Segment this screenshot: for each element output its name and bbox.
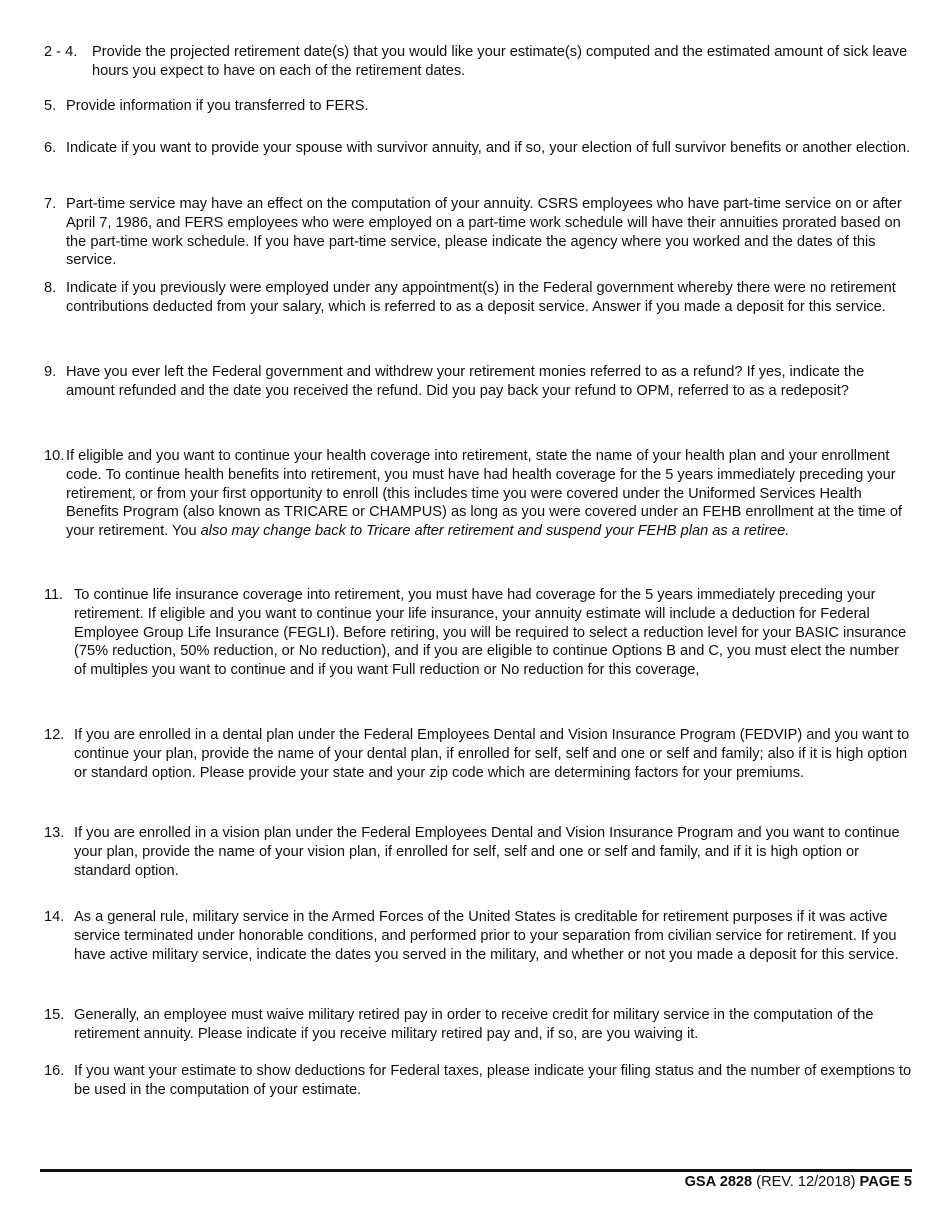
instruction-item-11 [44,586,912,680]
item-number: 13. [44,825,65,841]
item-number: 7. [44,196,57,212]
item-text: Provide information if you transferred to FERS. [66,98,369,114]
instruction-item-2-4 [44,43,912,81]
item-number: 6. [44,140,57,156]
item-number: 10. [44,448,65,464]
page-number: PAGE 5 [859,1174,912,1190]
item-text: Have you ever left the Federal government and withdrew your retirement monies referred to as a refund? If yes, indicate the amount refunded and the date you received the refund. Did you pay back your refund to OPM, referred to as a redeposit? [66,364,865,399]
item-number: 2 - 4. [44,44,78,60]
form-number: GSA 2828 [684,1174,753,1190]
instruction-item-7 [44,195,912,270]
item-number: 16. [44,1063,65,1079]
item-text: Indicate if you previously were employed under any appointment(s) in the Federal government whereby there were no retirement contributions deducted from your salary, which is referred to as a deposit service. Answer if you made a deposit for this service. [66,280,896,315]
instruction-item-5 [44,97,912,116]
instruction-item-16 [44,1062,912,1100]
form-revision: (REV. 12/2018) [756,1174,856,1190]
item-text: Provide the projected retirement date(s) that you would like your estimate(s) computed and the estimated amount of sick leave hours you expect to have on each of the retirement dates. [92,44,908,79]
item-text: Generally, an employee must waive military retired pay in order to receive credit for military service in the computation of the retirement annuity. Please indicate if you receive military retired pay and, if so, are you waiving it. [74,1007,874,1042]
instruction-item-8 [44,279,912,317]
footer-divider [40,1169,912,1172]
item-number: 14. [44,909,65,925]
instruction-item-6 [44,139,912,158]
item-number: 11. [44,587,64,603]
item-text-italic: also may change back to Tricare after retirement and suspend your FEHB plan as a retiree. [200,523,790,540]
instruction-item-13 [44,824,912,880]
item-text: Indicate if you want to provide your spouse with survivor annuity, and if so, your election of full survivor benefits or another election. [66,140,911,156]
item-text-regular: If eligible and you want to continue your health coverage into retirement, state the name of your health plan and your enrollment code. To continue health benefits into retirement, you must have had health coverage for the 5 years immediately preceding your retirement, or from your first opportunity to enroll (this includes time you were covered under the Uniformed Services Health Benefits Program (also known as TRICARE or CHAMPUS) as long as you were covered under an FEHB enrollment at the time of your retirement. You [66,448,902,540]
item-text: If you want your estimate to show deductions for Federal taxes, please indicate your filing status and the number of exemptions to be used in the computation of your estimate. [74,1063,912,1098]
instruction-item-10 [44,447,912,541]
item-text: Part-time service may have an effect on the computation of your annuity. CSRS employees who have part-time service on or after April 7, 1986, and FERS employees who were employed on a part-time work schedule will have their annuities prorated based on the part-time work schedule. If you have part-time service, please indicate the agency where you worked and the dates of this service. [66,196,902,269]
item-number: 5. [44,98,57,114]
instruction-item-12 [44,726,912,782]
item-text: As a general rule, military service in the Armed Forces of the United States is creditable for retirement purposes if it was active service terminated under honorable conditions, and performed prior to your separation from civilian service for retirement. If you have active military service, indicate the dates you served in the military, and whether or not you made a deposit for this service. [74,909,899,963]
instruction-item-9 [44,363,912,401]
item-number: 15. [44,1007,65,1023]
item-number: 9. [44,364,57,380]
item-text: If you are enrolled in a dental plan under the Federal Employees Dental and Vision Insurance Program (FEDVIP) and you want to continue your plan, provide the name of your dental plan, if enrolled for self, self and one or self and family; also if it is high option or standard option. Please provide your state and your zip code which are determining factors for your premiums. [74,727,910,781]
instruction-item-15 [44,1006,912,1044]
item-text: To continue life insurance coverage into retirement, you must have had coverage for the 5 years immediately preceding your retirement. If eligible and you want to continue your life insurance, your annuity estimate will include a deduction for Federal Employee Group Life Insurance (FEGLI). Before retiring, you will be required to select a reduction level for your BASIC insurance (75% reduction, 50% reduction, or No reduction), and if you are eligible to continue Options B and C, you must elect the number of multiples you want to continue and if you want Full reduction or No reduction for this coverage, [74,587,907,679]
instruction-item-14 [44,908,912,964]
item-number: 8. [44,280,57,296]
item-number: 12. [44,727,65,743]
item-text [44,447,912,541]
page-footer [685,1173,912,1192]
item-text: If you are enrolled in a vision plan under the Federal Employees Dental and Vision Insurance Program and you want to continue your plan, provide the name of your vision plan, if enrolled for self, self and one or self and family, and if it is high option or standard option. [74,825,900,879]
